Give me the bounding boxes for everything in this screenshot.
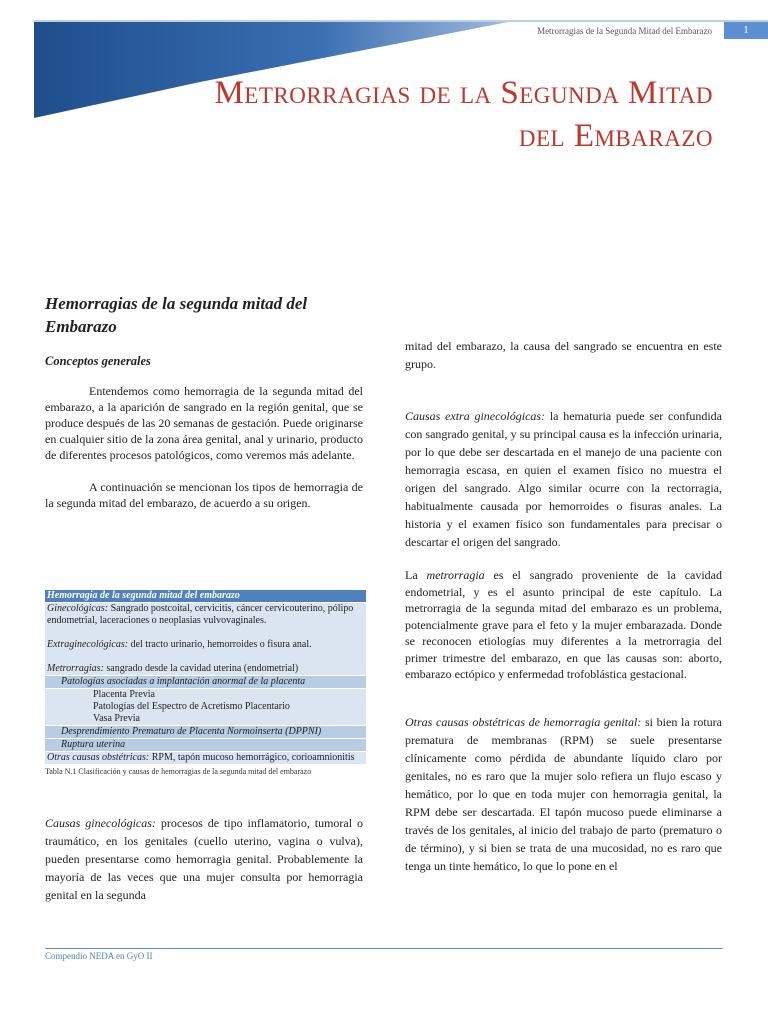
paragraph-continued: mitad del embarazo, la causa del sangrado se encuentra en este grupo. (405, 339, 722, 371)
row-text: Sangrado postcoital, cervicitis, cáncer cervicouterino, pólipo endometrial, laceraciones o neoplasias vulvovaginales. (47, 603, 354, 626)
extra-text: la hematuria puede ser confundida con sangrado genital, y su principal causa es la infección urinaria, por lo que debe ser descartada en el manejo de una paciente con hemorragia escasa, en quien el examen físico no muestra el origen del sangrado. Algo similar ocurre con la rectorragia, habitualmente causada por hemorroides o fisuras anales. La historia y el examen físico son fundamentales para precisar o descartar el origen del sangrado. (405, 409, 723, 549)
running-header: Metrorragias de la Segunda Mitad del Embarazo (537, 26, 712, 36)
left-bottom-block (45, 814, 363, 904)
other-text: si bien la rotura prematura de membranas (RPM) se suele presentarse clínicamente como pérdida de abundante líquido claro por genitales, no es raro que la mujer solo refiera un flujo escaso y hemático, por lo que en toda mujer con hemorragia genital, la RPM debe ser descartada. El tapón mucoso puede eliminarse a través de los genitales, al inicio del trabajo de parto (prematuro o de término), y si bien se trata de una mucosidad, no es raro que tenga un tinte hemático, lo que lo pone en el (405, 714, 722, 873)
table-subrow: Patologías asociadas a implantación anormal de la placenta (45, 676, 366, 689)
classification-table (45, 590, 366, 777)
table-row (45, 752, 366, 765)
table-subitems (45, 689, 366, 726)
list-item: Placenta Previa (93, 689, 155, 700)
table-caption: Tabla N.1 Clasificación y causas de hemorragias de la segunda mitad del embarazo (45, 767, 312, 776)
row-label: Otras causas obstétricas: (47, 752, 150, 763)
row-text: del tracto urinario, hemorroides o fisura anal. (128, 639, 312, 650)
text-run: La (405, 568, 427, 582)
page-number: 1 (724, 22, 768, 39)
section-heading: Hemorragias de la segunda mitad del Embarazo (45, 294, 308, 336)
title-line-2: del Embarazo (518, 118, 713, 154)
text-run: es el sangrado proveniente de la cavidad endometrial, y es el asunto principal de este capítulo. La metrorragia de la segunda mitad del embarazo es un problema, potencialmente grave para el feto y la mujer embarazada. Donde se reconocen etiologías muy diferentes a la metrorragia del primer trimestre del embarazo, en que las causas son: aborto, embarazo ectópico y enfermedad trofoblástica gestacional. (405, 568, 723, 681)
list-item: Patologías del Espectro de Acretismo Placentario (93, 701, 290, 712)
paragraph-causes (45, 814, 363, 904)
row-text: RPM, tapón mucoso hemorrágico, corioamnionitis (149, 752, 355, 763)
causes-text: procesos de tipo inflamatorio, tumoral o traumático, en los genitales (cuello uterino, vagina o vulva), pueden presentarse como hemorragia genital. Probablemente la mayoría de las veces que una mujer consulta por hemorragia genital en la segunda (45, 816, 363, 902)
table-subrow: Desprendimiento Prematuro de Placenta Normoinserta (DPPNI) (45, 726, 366, 739)
causes-label: Causas ginecológicas: (45, 816, 156, 830)
list-item: Vasa Previa (93, 713, 140, 724)
row-label: Metrorragias: (47, 663, 104, 674)
paragraph-metrorragia (405, 567, 722, 683)
right-column (405, 337, 722, 875)
footer-text: Compendio NEDA en GyO II (45, 951, 153, 961)
row-text: sangrado desde la cavidad uterina (endometrial) (103, 663, 299, 674)
table-row (45, 603, 366, 676)
paragraph-types: A continuación se mencionan los tipos de hemorragia de la segunda mitad del embarazo, de acuerdo a su origen. (45, 480, 363, 510)
page-title (100, 72, 713, 158)
table-header: Hemorragia de la segunda mitad del embarazo (45, 590, 366, 603)
title-line-1: Metrorragias de la Segunda Mitad (214, 75, 713, 111)
paragraph-other-obstetric (405, 713, 722, 875)
footer-rule (45, 948, 723, 949)
other-label: Otras causas obstétricas de hemorragia genital: (405, 714, 642, 729)
row-label: Extraginecológicas: (47, 639, 129, 650)
paragraph-intro: Entendemos como hemorragia de la segunda mitad del embarazo, a la aparición de sangrado en la región genital, que se produce después de las 20 semanas de gestación. Puede originarse en cualquier sitio de la zona área genital, anal y urinario, producto de diferentes procesos patológicos, como veremos más adelante. (45, 384, 363, 462)
paragraph-extra (405, 407, 722, 551)
sub-heading: Conceptos generales (45, 354, 151, 368)
row-label: Ginecológicas: (47, 603, 109, 614)
emphasis: metrorragia (426, 568, 485, 582)
extra-label: Causas extra ginecológicas: (405, 409, 546, 423)
left-column (45, 292, 363, 511)
table-subrow: Ruptura uterina (45, 739, 366, 752)
